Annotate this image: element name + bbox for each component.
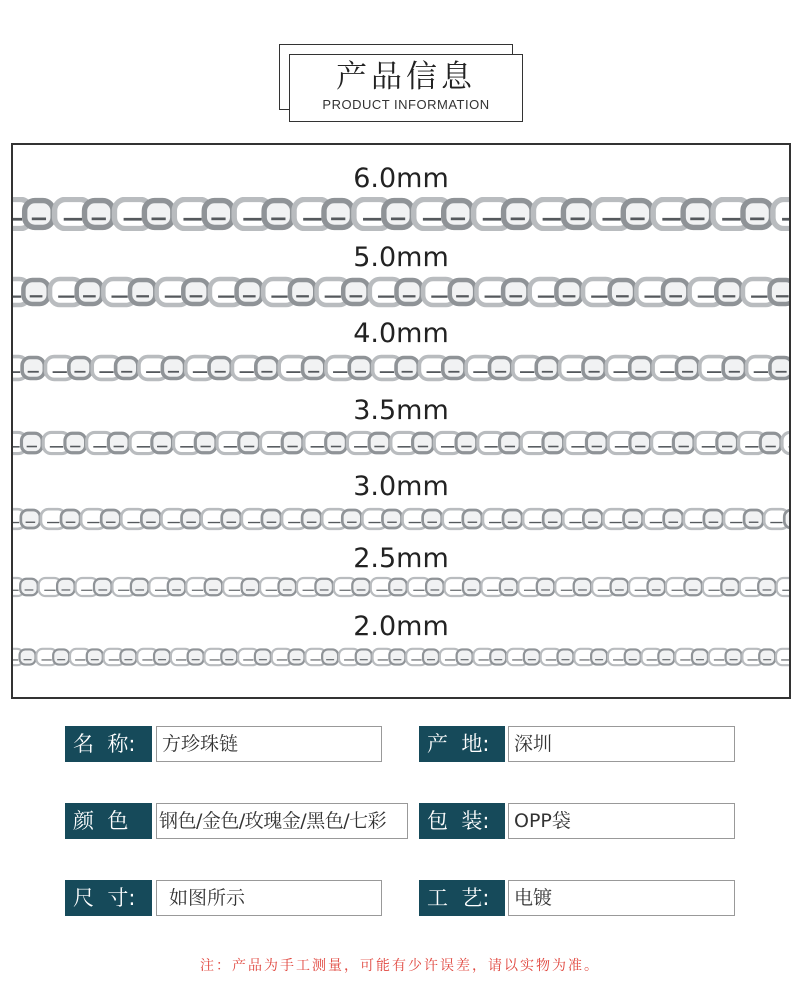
chain-link xyxy=(758,579,776,596)
chain-link xyxy=(583,510,602,528)
chain-link xyxy=(195,433,216,453)
chain-3-5-image xyxy=(13,429,789,457)
chain-link xyxy=(168,579,186,596)
chain-link xyxy=(574,579,592,596)
chain-link xyxy=(20,579,38,596)
chain-link xyxy=(87,649,103,664)
chain-link xyxy=(676,358,698,379)
chain-link xyxy=(760,433,781,453)
header-title: 产品信息 xyxy=(336,59,476,95)
chain-link xyxy=(500,433,521,453)
chain-link xyxy=(457,649,473,664)
chain-4-0-image xyxy=(13,353,789,383)
size-label-3-5: 3.5mm xyxy=(353,395,449,426)
chain-link xyxy=(20,649,36,664)
chain-link xyxy=(591,649,607,664)
chain-link xyxy=(630,433,651,453)
chain-link xyxy=(130,280,155,304)
chain-link xyxy=(556,280,581,304)
chain-link xyxy=(673,433,694,453)
chain-link xyxy=(389,579,407,596)
size-label-4-0: 4.0mm xyxy=(353,318,449,349)
chain-link xyxy=(352,579,370,596)
chain-link xyxy=(302,510,321,528)
chain-link xyxy=(396,358,418,379)
chain-link xyxy=(704,510,723,528)
chain-link xyxy=(183,280,208,304)
chain-link xyxy=(290,280,315,304)
chain-link xyxy=(65,433,86,453)
chain-link xyxy=(500,579,518,596)
chain-link xyxy=(563,201,591,228)
chain-link xyxy=(205,579,223,596)
chain-link xyxy=(237,280,262,304)
chain-5-0-image xyxy=(13,276,789,308)
chain-link xyxy=(723,358,745,379)
chain-link xyxy=(721,579,739,596)
chain-2-5-image xyxy=(13,575,789,599)
chain-link xyxy=(69,358,91,379)
chain-link xyxy=(120,649,136,664)
color-value: 钢色/金色/玫瑰金/黑色/七彩 xyxy=(156,803,408,839)
chain-link xyxy=(141,510,160,528)
chain-link xyxy=(463,579,481,596)
size-value: 如图所示 xyxy=(156,880,382,916)
header-frame xyxy=(289,54,523,122)
chain-link xyxy=(423,649,439,664)
chain-link xyxy=(303,358,325,379)
chain-link xyxy=(557,649,573,664)
chain-link xyxy=(282,433,303,453)
chain-link xyxy=(152,433,173,453)
chain-link xyxy=(154,649,170,664)
chain-link xyxy=(384,201,412,228)
name-label: 名 称: xyxy=(65,726,152,762)
chain-link xyxy=(413,433,434,453)
packaging-value: OPP袋 xyxy=(508,803,735,839)
chain-link xyxy=(536,358,558,379)
chain-link xyxy=(382,510,401,528)
chain-link xyxy=(503,510,522,528)
chain-link xyxy=(264,201,292,228)
chain-link xyxy=(717,433,738,453)
craft-value: 电镀 xyxy=(508,880,735,916)
chain-link xyxy=(57,579,75,596)
chain-link xyxy=(503,280,528,304)
chain-link xyxy=(744,510,763,528)
chain-link xyxy=(648,579,666,596)
chain-link xyxy=(256,358,278,379)
chain-link xyxy=(21,510,40,528)
chain-link xyxy=(490,358,512,379)
size-label-2-5: 2.5mm xyxy=(353,543,449,574)
chain-link xyxy=(586,433,607,453)
name-value: 方珍珠链 xyxy=(156,726,382,762)
chain-link xyxy=(144,201,172,228)
chain-panel xyxy=(11,143,791,699)
chain-link xyxy=(770,280,789,304)
chain-link xyxy=(524,649,540,664)
chain-link xyxy=(389,649,405,664)
chain-link xyxy=(188,649,204,664)
chain-link xyxy=(583,358,605,379)
packaging-label: 包 装: xyxy=(419,803,505,839)
chain-link xyxy=(426,579,444,596)
chain-link xyxy=(101,510,120,528)
chain-link xyxy=(683,201,711,228)
chain-link xyxy=(777,578,789,596)
craft-label: 工 艺: xyxy=(419,880,505,916)
chain-link xyxy=(663,280,688,304)
chain-link xyxy=(85,201,113,228)
chain-link xyxy=(77,280,102,304)
size-label-6-0: 6.0mm xyxy=(353,163,449,194)
chain-link xyxy=(349,358,371,379)
chain-link xyxy=(623,201,651,228)
chain-link xyxy=(324,201,352,228)
chain-link xyxy=(342,510,361,528)
chain-link xyxy=(322,649,338,664)
chain-link xyxy=(326,433,347,453)
chain-link xyxy=(611,579,629,596)
chain-link xyxy=(743,201,771,228)
chain-link xyxy=(630,358,652,379)
chain-link xyxy=(537,579,555,596)
chain-link xyxy=(289,649,305,664)
chain-link xyxy=(221,649,237,664)
chain-6-0-image xyxy=(13,197,789,231)
chain-link xyxy=(25,201,53,228)
chain-link xyxy=(784,510,789,528)
chain-link xyxy=(242,579,260,596)
chain-link xyxy=(504,201,532,228)
chain-link xyxy=(209,358,231,379)
chain-link xyxy=(759,649,775,664)
chain-link xyxy=(625,649,641,664)
chain-link xyxy=(443,358,465,379)
size-label-2-0: 2.0mm xyxy=(353,611,449,642)
chain-link xyxy=(543,510,562,528)
chain-link xyxy=(356,649,372,664)
chain-link xyxy=(423,510,442,528)
chain-link xyxy=(279,579,297,596)
chain-link xyxy=(684,579,702,596)
chain-link xyxy=(94,579,112,596)
chain-link xyxy=(456,433,477,453)
chain-link xyxy=(182,510,201,528)
origin-label: 产 地: xyxy=(419,726,505,762)
chain-link xyxy=(490,649,506,664)
chain-link xyxy=(543,433,564,453)
chain-link xyxy=(369,433,390,453)
size-label: 尺 寸: xyxy=(65,880,152,916)
size-label-5-0: 5.0mm xyxy=(353,242,449,273)
chain-link xyxy=(343,280,368,304)
chain-link xyxy=(21,433,42,453)
chain-link xyxy=(658,649,674,664)
chain-link xyxy=(397,280,422,304)
chain-3-0-image xyxy=(13,506,789,532)
chain-link xyxy=(262,510,281,528)
chain-link xyxy=(463,510,482,528)
origin-value: 深圳 xyxy=(508,726,735,762)
chain-link xyxy=(444,201,472,228)
chain-link xyxy=(773,199,789,228)
chain-link xyxy=(726,649,742,664)
chain-link xyxy=(664,510,683,528)
chain-link xyxy=(204,201,232,228)
chain-link xyxy=(782,432,789,453)
chain-link xyxy=(61,510,80,528)
chain-link xyxy=(716,280,741,304)
chain-link xyxy=(255,649,271,664)
chain-link xyxy=(131,579,149,596)
chain-link xyxy=(22,358,44,379)
chain-2-0-image xyxy=(13,645,789,669)
chain-link xyxy=(53,649,69,664)
chain-link xyxy=(624,510,643,528)
chain-link xyxy=(315,579,333,596)
chain-link xyxy=(776,649,789,665)
chain-link xyxy=(162,358,184,379)
chain-link xyxy=(239,433,260,453)
color-label: 颜 色 xyxy=(65,803,152,839)
chain-link xyxy=(108,433,129,453)
chain-link xyxy=(692,649,708,664)
chain-link xyxy=(222,510,241,528)
chain-link xyxy=(116,358,138,379)
chain-link xyxy=(450,280,475,304)
chain-link xyxy=(770,358,789,379)
measurement-note: 注：产品为手工测量，可能有少许误差，请以实物为准。 xyxy=(200,958,600,974)
chain-link xyxy=(23,280,48,304)
size-label-3-0: 3.0mm xyxy=(353,471,449,502)
chain-link xyxy=(610,280,635,304)
header-subtitle: PRODUCT INFORMATION xyxy=(322,97,490,112)
